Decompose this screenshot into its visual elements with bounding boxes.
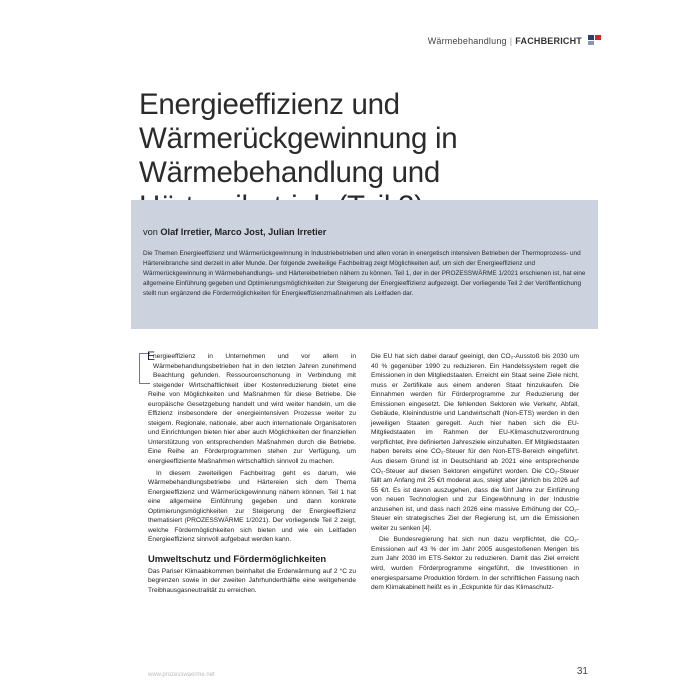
paragraph: Die EU hat sich dabei darauf geeinigt, den CO₂-Ausstoß bis 2030 um 40 % gegenüber 1990 zu reduzieren. Ein Handelssystem regelt die Emissionen in den Mitgliedstaaten. Erreicht ein Staat seine Ziele nicht, muss er Zertifikate aus einem anderen Staat hinzukaufen. Die Einnahmen werden für Förderprogramme zur Reduzierung der Emissionen eingesetzt. Die fehlenden Sektoren wie Verkehr, Abfall, Gebäude, Kleinindustrie und Landwirtschaft (Non-ETS) werden in den jeweiligen Staaten geregelt. Auch hier haben sich die EU-Mitgliedstaaten im Rahmen der EU-Klimaschutzverordnung verpflichtet, ihre definierten Jahresziele einzuhalten. Elf Mitgliedstaaten haben bereits eine CO₂-Steuer für den Non-ETS-Bereich eingeführt. Aus diesem Grund ist in Deutschland ab 2021 eine entsprechende CO₂-Steuer auf diesen Sektoren eingeführt worden. Die CO₂-Steuer fällt am Anfang mit 25 €/t moderat aus, steigt aber jährlich bis 2026 auf 55 €/t. Es ist davon auszugehen, dass die fünf Jahre zur Einführung von neuen Technologien und zur Eingewöhnung in der Industrie anzusehen ist, und dass nach 2026 eine massive Erhöhung der CO₂-Steuer ein strategisches Ziel der Regierung ist, um die Emissionen weiter zu senken [4]. [371,353,579,532]
byline [143,227,326,237]
dropcap-letter: E [147,349,156,363]
header-section: FACHBERICHT [515,36,582,46]
paragraph: In diesem zweiteiligen Fachbeitrag geht es darum, wie Wärmebehandlungsbetriebe und Härtereien sich dem Thema Energieeffizienz und Wärmerückgewinnung nähern können. Teil 1 hat eine allgemeine Einführung gegeben und dann konkrete Optimierungsmöglichkeiten zur Steigerung der Energieeffizienz thematisiert (PROZESSWÄRME 1/2021). Der vorliegende Teil 2 zeigt, welche Fördermöglichkeiten sich bieten und wie ein Leitfaden Energieeffizienz sinnvoll aufgebaut werden kann. [148,469,356,544]
dropcap-frame [139,349,156,384]
flag-square-grey [588,41,594,45]
paragraph: Die Bundesregierung hat sich nun dazu verpflichtet, die CO₂-Emissionen auf 43 % der im Jahr 2005 ausgestoßenen Mengen bis zum Jahr 2030 im ETS-Sektor zu reduzieren. Damit das Ziel erreicht wird, wurden Förderprogramme eingeführt, die Investitionen in energiesparsame Produktion fördern. In der schriftlichen Fassung nach dem Klimakabinett heißt es in „Eckpunkte für das Klimaschutz- [371,536,579,592]
column-right [371,352,579,593]
article-title: Energieeffizienz und Wärmerückgewinnung in Wärmebehandlung und [139,88,458,189]
page-number: 31 [576,666,588,677]
paragraph: Das Pariser Klimaabkommen beinhaltet die Erderwärmung auf 2 °C zu begrenzen sowie in der zweiten Jahrhunderthälfte eine weitgehende Treibhausgasneutralität zu erreichen. [148,567,356,595]
abstract-text: Die Themen Energieeffizienz und Wärmerückgewinnung in Industriebetrieben und allen voran in energetisch intensiven Betrieben der Thermoprozess- und Härtereibranche sind derzeit in aller Munde. Der folgende zweiteilige Fachbeitrag zeigt Möglichkeiten auf, um sich der Energieeffizienz und Wärmerückgewinnung in Wärmebehandlungs- und Härtereibetrieben nähern zu können. Teil 1, der in der PROZESSWÄRME 1/2021 erschienen ist, hat eine allgemeine Einführung gegeben und Optimierungsmöglichkeiten zur Steigerung der Energieeffizienz aufgezeigt. Der vorliegende Teil 2 der Veröffentlichung stellt nun ergänzend die Fördermöglichkeiten für Energieeffizienzmaßnahmen als Leitfaden dar. [143,250,586,297]
flag-square-red [595,35,601,40]
column-left [147,349,356,596]
flag-square-blue [588,35,594,40]
header-category: Wärmebehandlung [427,36,507,46]
byline-prefix: von [143,227,161,237]
section-heading: Umweltschutz und Fördermöglichkeiten [148,552,327,564]
footer-url: www.prozesswaerme.net [148,672,215,678]
brand-flag-icon [588,35,602,45]
intro-paragraph [147,349,356,467]
abstract-box [131,200,598,329]
header-separator: | [509,36,513,46]
authors: Olaf Irretier, Marco Jost, Julian Irretier [160,227,327,237]
intro-text: nergieeffizienz in Unternehmen und vor allem in Wärmebehandlungsbetrieben hat in den letzten Jahren zunehmend Beachtung gefunden. Ressourcenschonung in Verbindung mit steigender Wirtschaftlichkeit über Kostenreduzierung bietet eine Reihe von Möglichkeiten und Maßnahmen für diese Betriebe. Die europäische Gesetzgebung handelt und wird weiter handeln, um die Effizienz insbesondere der energieintensiven Prozesse weiter zu steigern. Regionale, nationale, aber auch internationale Organisatoren und Einrichtungen bieten hier aber auch Möglichkeiten der finanziellen Unterstützung von entsprechenden Maßnahmen durch die Betriebe. Eine Reihe an Förderprogrammen stehen zur Verfügung, um energieeffiziente Maßnahmen wirtschaftlich sinnvoll zu machen. [148,353,356,466]
running-header [428,36,582,46]
